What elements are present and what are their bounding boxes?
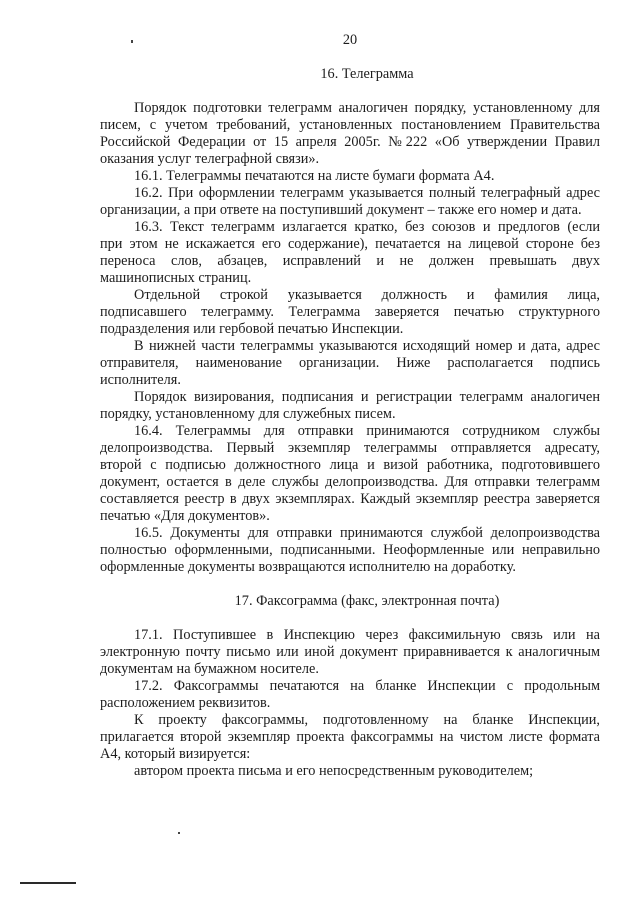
paragraph-line: Российской Федерации от 15 апреля 2005г. №222 «Об утверждении Правил <box>100 134 600 150</box>
paragraph-line: печатью «Для документов». <box>100 508 270 524</box>
paragraph-line: машинописных страниц. <box>100 270 252 286</box>
paragraph-line: 16.3. Текст телеграмм излагается кратко, без союзов и предлогов (если <box>134 219 600 235</box>
paragraph <box>100 185 600 219</box>
blank-line <box>100 83 600 100</box>
blank-line <box>100 610 600 627</box>
footnote-separator-line <box>20 882 76 884</box>
paragraph <box>100 525 600 576</box>
paragraph-line: подразделения или гербовой печатью Инспекции. <box>100 321 404 337</box>
paragraph-line: оказания услуг телеграфной связи». <box>100 151 320 167</box>
paragraph-line: оформленные документы возвращаются исполнителю на доработку. <box>100 559 516 575</box>
blank-line <box>100 49 600 66</box>
paragraph-line: делопроизводства. Первый экземпляр телеграммы отправляется адресату, <box>100 440 600 456</box>
paragraph <box>100 423 600 525</box>
paragraph-line: В нижней части телеграммы указываются исходящий номер и дата, адрес <box>134 338 600 354</box>
paragraph-line: отправителя, наименование организации. Ниже располагается подпись <box>100 355 600 371</box>
paragraph-line: исполнителя. <box>100 372 181 388</box>
paragraph-line: автором проекта письма и его непосредственным руководителем; <box>134 763 534 779</box>
paragraph-line: Порядок подготовки телеграмм аналогичен порядку, установленному для <box>134 100 600 116</box>
paragraph <box>100 712 600 763</box>
paragraph-line: документ, остается в деле службы делопроизводства. Для отправки телеграмм <box>100 474 600 490</box>
paragraph-line: полностью оформленными, подписанными. Неоформленные или неправильно <box>100 542 600 558</box>
section-heading: 17. Факсограмма (факс, электронная почта) <box>234 593 500 609</box>
paragraph-line: прилагается второй экземпляр проекта факсограммы на чистом листе формата <box>100 729 600 745</box>
paragraph-line: 16.2. При оформлении телеграмм указывается полный телеграфный адрес <box>134 185 600 201</box>
paragraph-line: порядку, установленному для служебных писем. <box>100 406 396 422</box>
paragraph <box>100 100 600 168</box>
paragraph-line: электронную почту письмо или иной документ приравнивается к аналогичным <box>100 644 600 660</box>
paragraph-line: переноса слов, абзацев, исправлений и не должен превышать двух <box>100 253 600 269</box>
paragraph-line: второй с подписью должностного лица и визой работника, подготовившего <box>100 457 600 473</box>
paragraph-line: подписавшего телеграмму. Телеграмма заверяется печатью структурного <box>100 304 600 320</box>
paragraph <box>100 168 600 185</box>
paragraph <box>100 287 600 338</box>
paragraph-line: составляется реестр в двух экземплярах. Каждый экземпляр реестра заверяется <box>100 491 600 507</box>
scan-speck <box>178 832 180 834</box>
paragraph-line: 16.5. Документы для отправки принимаются службой делопроизводства <box>134 525 600 541</box>
paragraph-line: А4, который визируется: <box>100 746 251 762</box>
paragraph-line: расположением реквизитов. <box>100 695 271 711</box>
paragraph <box>100 219 600 287</box>
paragraph-line: документам на бумажном носителе. <box>100 661 319 677</box>
document-text <box>100 32 600 780</box>
page-number: 20 <box>342 32 358 48</box>
paragraph <box>100 678 600 712</box>
paragraph <box>100 763 600 780</box>
paragraph-line: Отдельной строкой указывается должность и фамилия лица, <box>134 287 600 303</box>
paragraph-line: 16.1. Телеграммы печатаются на листе бумаги формата А4. <box>134 168 495 184</box>
paragraph-line: 17.1. Поступившее в Инспекцию через факсимильную связь или на <box>134 627 600 643</box>
paragraph-line: 17.2. Факсограммы печатаются на бланке Инспекции с продольным <box>134 678 600 694</box>
paragraph <box>100 338 600 389</box>
paragraph-line: организации, а при ответе на поступивший документ – также его номер и дата. <box>100 202 582 218</box>
paragraph-line: Порядок визирования, подписания и регистрации телеграмм аналогичен <box>134 389 600 405</box>
paragraph-line: при этом не искажается его содержание), печатается на лицевой стороне без <box>100 236 600 252</box>
paragraph-line: писем, с учетом требований, установленных постановлением Правительства <box>100 117 600 133</box>
paragraph <box>100 627 600 678</box>
paragraph <box>100 389 600 423</box>
section-heading: 16. Телеграмма <box>320 66 414 82</box>
paragraph-line: 16.4. Телеграммы для отправки принимаются сотрудником службы <box>134 423 600 439</box>
blank-line <box>100 576 600 593</box>
paragraph-line: К проекту факсограммы, подготовленному на бланке Инспекции, <box>134 712 600 728</box>
